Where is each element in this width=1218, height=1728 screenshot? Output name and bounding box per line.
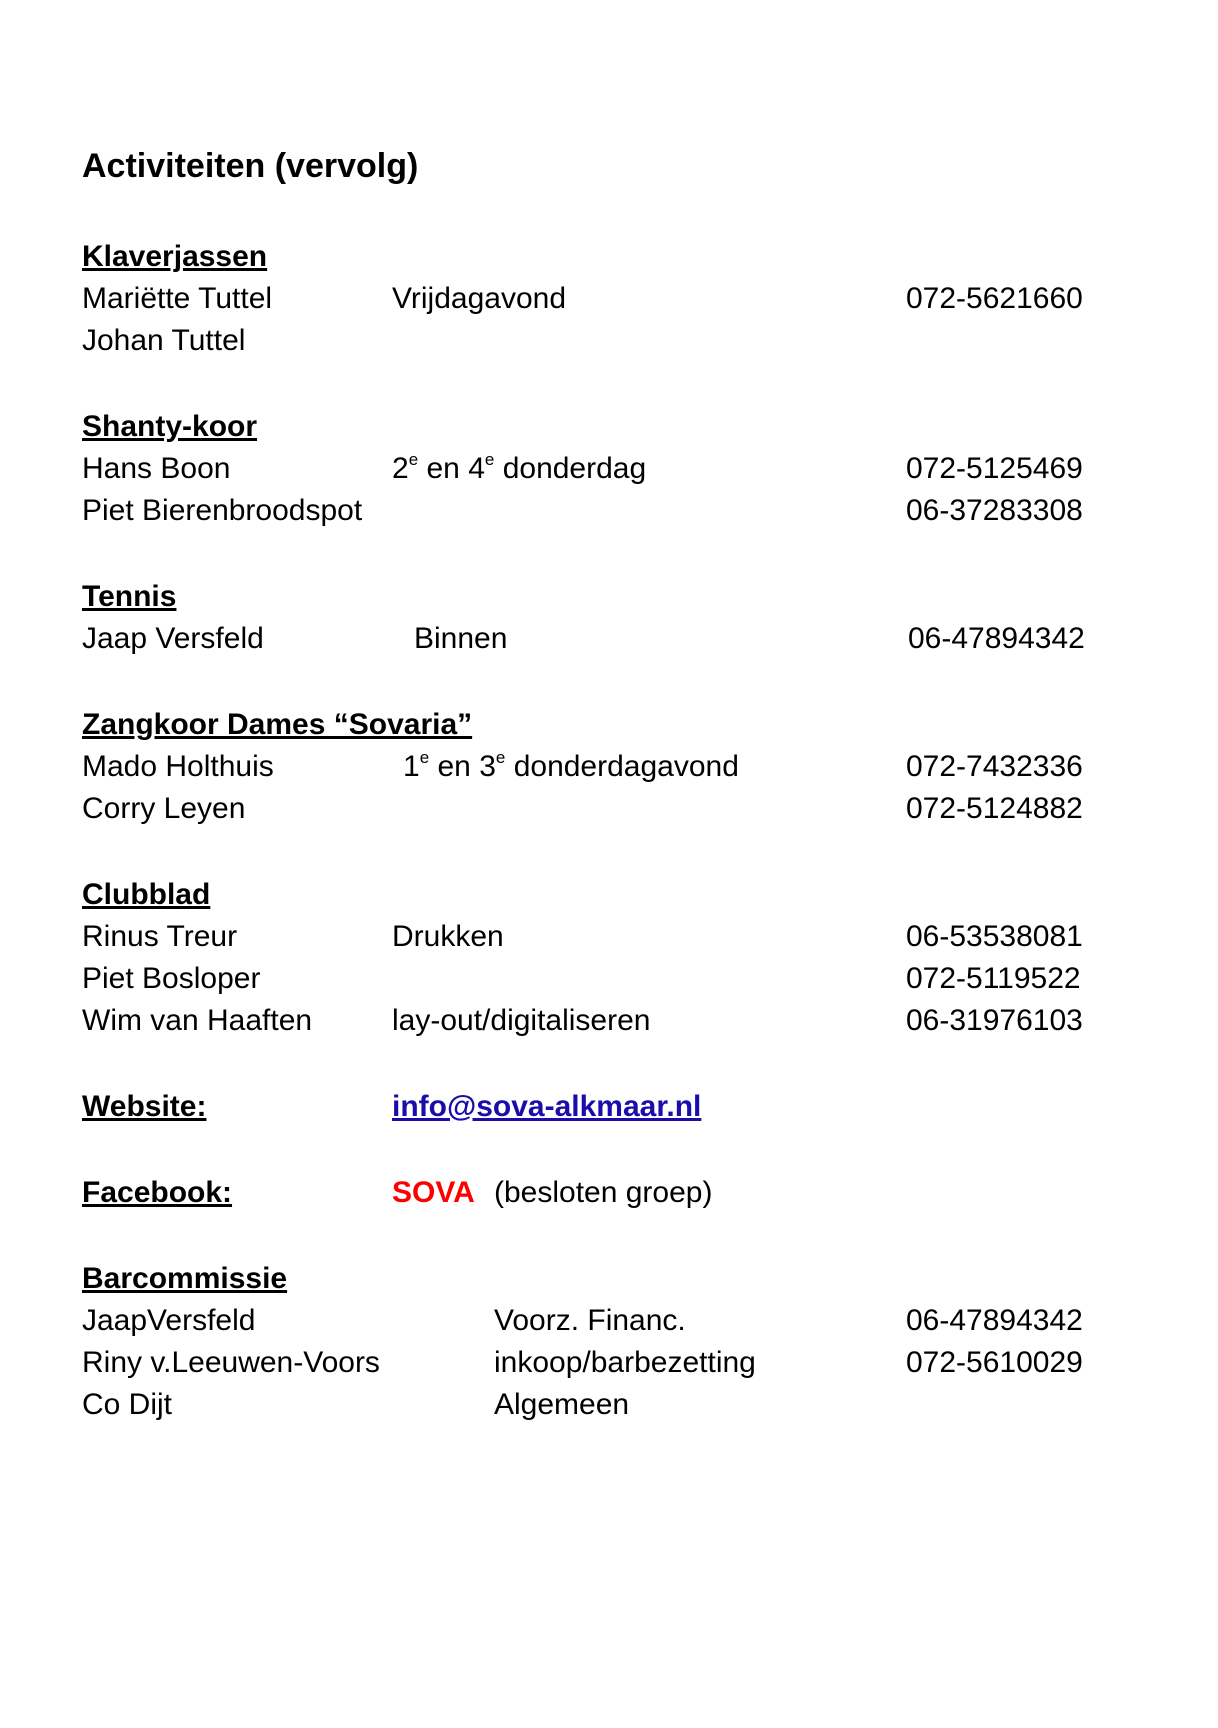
list-item <box>0 746 1218 788</box>
contact-name: Jaap Versfeld <box>82 622 264 655</box>
contact-name: Rinus Treur <box>82 920 238 953</box>
phone-number: 072-5621660 <box>906 282 1083 315</box>
list-item <box>0 1300 1218 1342</box>
activity-info: Voorz. Financ. <box>494 1304 686 1337</box>
contact-name: Mado Holthuis <box>82 750 274 783</box>
contact-name: Johan Tuttel <box>82 324 246 357</box>
phone-number: 072-5119522 <box>906 962 1081 995</box>
list-item <box>0 278 1218 320</box>
activity-info: Vrijdagavond <box>392 282 567 315</box>
activity-info: Algemeen <box>494 1388 630 1421</box>
contact-name: Mariëtte Tuttel <box>82 282 273 315</box>
list-item <box>0 490 1218 532</box>
website-email-link[interactable]: info@sova-alkmaar.nl <box>392 1090 702 1123</box>
phone-number: 072-7432336 <box>906 750 1083 783</box>
activity-info: 1e en 3e donderdagavond <box>403 748 739 783</box>
list-item <box>0 788 1218 830</box>
contact-name: Wim van Haaften <box>82 1004 313 1037</box>
list-item <box>0 1000 1218 1042</box>
facebook-label: Facebook: <box>82 1176 233 1209</box>
contact-name: JaapVersfeld <box>82 1304 256 1337</box>
section-heading-barcommissie: Barcommissie <box>82 1262 288 1295</box>
section-heading-tennis: Tennis <box>82 580 177 613</box>
website-row <box>0 1086 1218 1128</box>
contact-name: Piet Bosloper <box>82 962 261 995</box>
list-item <box>0 958 1218 1000</box>
website-label: Website: <box>82 1090 207 1123</box>
page-title: Activiteiten (vervolg) <box>82 147 419 185</box>
section-heading-zangkoor: Zangkoor Dames “Sovaria” <box>82 708 473 741</box>
activity-info: inkoop/barbezetting <box>494 1346 756 1379</box>
list-item <box>0 448 1218 490</box>
list-item <box>0 1384 1218 1426</box>
contact-name: Piet Bierenbroodspot <box>82 494 363 527</box>
phone-number: 06-47894342 <box>906 1304 1083 1337</box>
section-heading-klaverjassen: Klaverjassen <box>82 240 268 273</box>
activity-info: 2e en 4e donderdag <box>392 450 647 485</box>
phone-number: 06-37283308 <box>906 494 1083 527</box>
activity-info: Drukken <box>392 920 504 953</box>
section-heading-clubblad: Clubblad <box>82 878 211 911</box>
phone-number: 06-53538081 <box>906 920 1083 953</box>
list-item <box>0 618 1218 660</box>
contact-name: Hans Boon <box>82 452 231 485</box>
activity-info: lay-out/digitaliseren <box>392 1004 651 1037</box>
facebook-row <box>0 1172 1218 1214</box>
contact-name: Corry Leyen <box>82 792 246 825</box>
phone-number: 072-5610029 <box>906 1346 1083 1379</box>
phone-number: 06-31976103 <box>906 1004 1083 1037</box>
contact-name: Riny v.Leeuwen-Voors <box>82 1346 380 1379</box>
facebook-group-name: SOVA <box>392 1176 475 1209</box>
phone-number: 072-5124882 <box>906 792 1083 825</box>
list-item <box>0 1342 1218 1384</box>
phone-number: 06-47894342 <box>908 622 1085 655</box>
list-item <box>0 916 1218 958</box>
phone-number: 072-5125469 <box>906 452 1083 485</box>
contact-name: Co Dijt <box>82 1388 173 1421</box>
section-heading-shanty-koor: Shanty-koor <box>82 410 258 443</box>
activity-info: Binnen <box>414 622 508 655</box>
list-item <box>0 320 1218 362</box>
facebook-group-note: (besloten groep) <box>494 1176 713 1209</box>
